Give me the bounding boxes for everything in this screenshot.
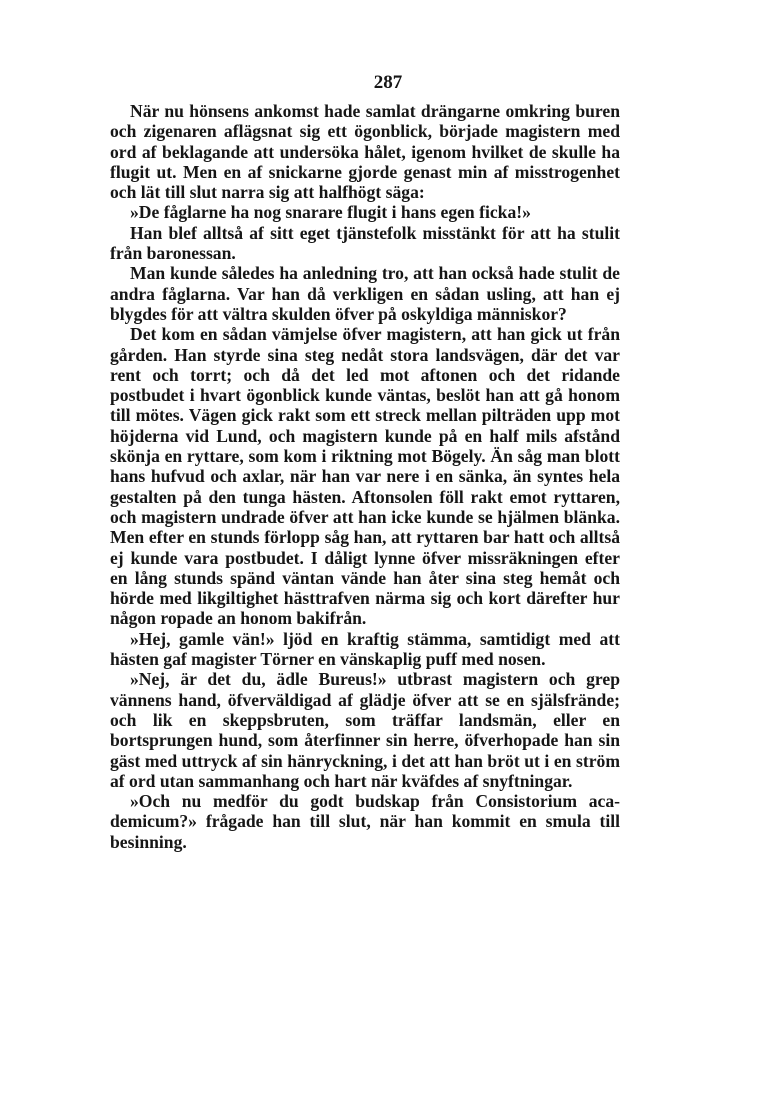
paragraph-6: »Hej, gamle vän!» ljöd en kraftig stämma, samtidigt med att hästen gaf magister Törner en vänskaplig puff med nosen. bbox=[110, 628, 620, 670]
paragraph-7: »Nej, är det du, ädle Bureus!» utbrast magistern och grep vännens hand, öfverväldigad af glädje öfver att se en själsfrände; och lik en skeppsbruten, som träffar landsmän, eller en bortsprungen hund, som återfinner sin herre, öfverhopade han sin gäst med uttryck af sin hänryckning, i det att han bröt ut i en ström af ord utan sammanhang och hart när kväfdes af snyftningar. bbox=[110, 669, 620, 791]
paragraph-5: Det kom en sådan vämjelse öfver magistern, att han gick ut från gården. Han styrde sina steg nedåt stora landsvägen, där det var rent och torrt; och då det led mot aftonen och det ridande postbudet i hvart ögonblick kunde väntas, beslöt han att gå honom till mötes. Vägen gick rakt som ett streck mellan pilträden upp mot höjderna vid Lund, och magistern kunde på en half mils afstånd skönja en ryttare, som kom i riktning mot Bögely. Än såg man blott hans hufvud och axlar, när han var nere i en sänka, än syntes hela gestalten på den tunga hästen. Aftonsolen föll rakt emot ryttaren, och magistern undrade öfver att han icke kunde se hjälmen blänka. Men efter en stunds förlopp såg han, att ryttaren bar hatt och alltså ej kunde vara postbudet. I dåligt lynne öfver missräkningen efter en lång stunds spänd väntan vände han åter sina steg hemåt och hörde med likgiltighet hästtrafven närma sig och kort därefter hur någon ropade an honom bakifrån. bbox=[110, 324, 620, 629]
body-text bbox=[110, 101, 620, 852]
page-number: 287 bbox=[373, 72, 403, 93]
paragraph-8: »Och nu medför du godt budskap från Consistorium academicum?» frågade han till slut, när han kommit en smula till besinning. bbox=[110, 791, 620, 852]
paragraph-2: »De fåglarne ha nog snarare flugit i hans egen ficka!» bbox=[130, 202, 531, 223]
paragraph-1: När nu hönsens ankomst hade samlat drängarne omkring buren och zigenaren aflägsnat sig ett ögonblick, började magistern med ord af beklagande att undersöka hålet, igenom hvilket de skulle ha flugit ut. Men en af snickarne gjorde genast min af misstrogenhet och lät till slut narra sig att halfhögt säga: bbox=[110, 101, 620, 203]
paragraph-3: Han blef alltså af sitt eget tjänstefolk misstänkt för att ha stulit från baronessan. bbox=[110, 222, 620, 264]
paragraph-4: Man kunde således ha anledning tro, att han också hade stulit de andra fåglarna. Var han då verkligen en sådan usling, att han ej blygdes för att vältra skulden öfver på oskyldiga människor? bbox=[110, 263, 620, 324]
